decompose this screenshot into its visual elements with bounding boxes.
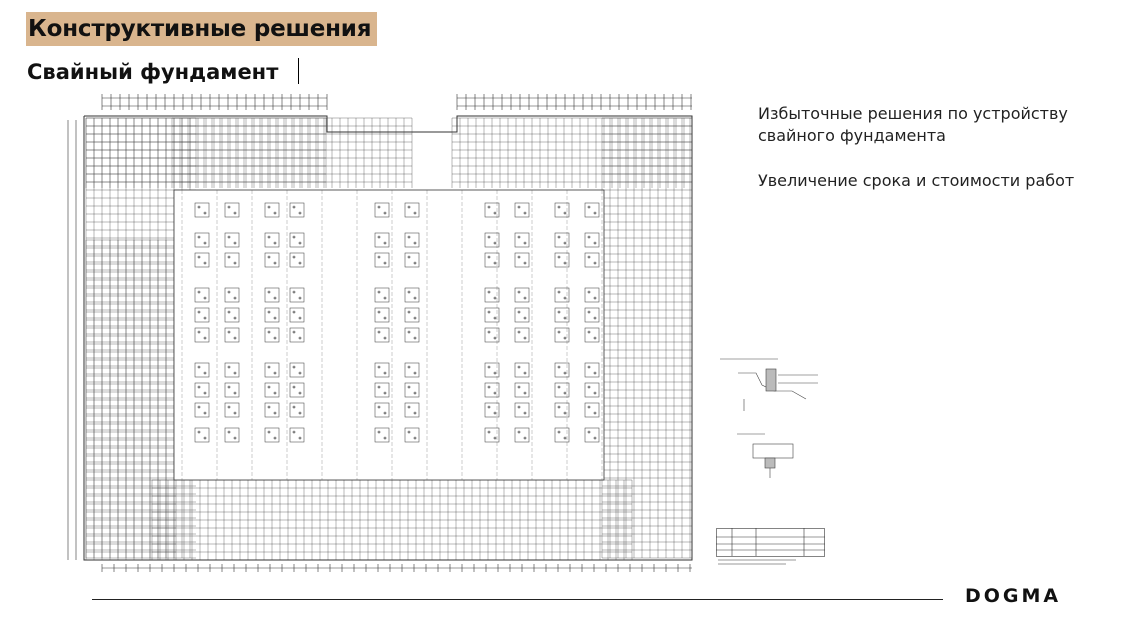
notes-block xyxy=(758,103,1118,215)
note-excess-solutions: Избыточные решения по устройству свайного фундамента xyxy=(758,104,1068,145)
footer-divider xyxy=(92,599,943,600)
note-cost-increase: Увеличение срока и стоимости работ xyxy=(758,171,1075,190)
dogma-logo: DOGMA xyxy=(965,585,1062,607)
slide-title-bar xyxy=(26,12,377,46)
slide-title: Конструктивные решения xyxy=(28,16,372,42)
text-cursor xyxy=(298,58,299,84)
section-detail-drawing-1 xyxy=(718,355,828,415)
specification-table xyxy=(716,528,826,568)
pile-foundation-plan-drawing xyxy=(62,90,717,578)
slide-subtitle: Свайный фундамент xyxy=(27,60,279,84)
section-detail-drawing-2 xyxy=(735,430,815,480)
